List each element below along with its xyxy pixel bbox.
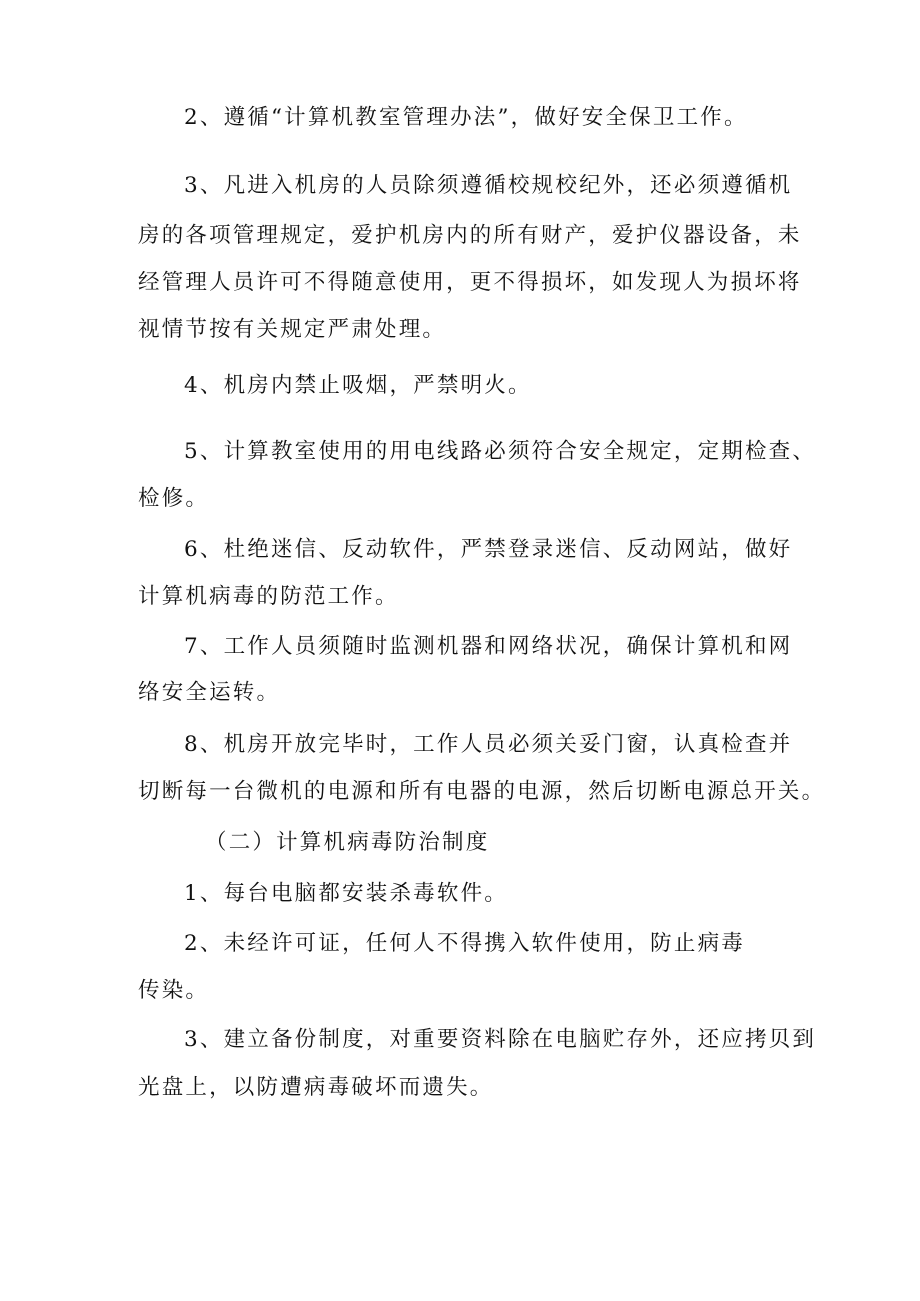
virus-rule-3-line-1: 3、建立备份制度，对重要资料除在电脑贮存外，还应拷贝到 [184,1027,817,1052]
paragraph-2-line-1: 2、遵循“计算机教室管理办法”，做好安全保卫工作。 [184,105,748,130]
paragraph-5-line-2: 检修。 [138,486,210,511]
paragraph-6-line-2: 计算机病毒的防范工作。 [138,584,399,609]
paragraph-7-line-2: 络安全运转。 [138,680,281,705]
virus-rule-2-line-1: 2、未经许可证，任何人不得携入软件使用，防止病毒 [184,931,745,956]
paragraph-3-line-2: 房的各项管理规定，爱护机房内的所有财产，爱护仪器设备，未 [138,223,802,248]
paragraph-6-line-1: 6、杜绝迷信、反动软件，严禁登录迷信、反动网站，做好 [184,537,793,562]
paragraph-4-line-1: 4、机房内禁止吸烟，严禁明火。 [184,373,532,398]
paragraph-3-line-1: 3、凡进入机房的人员除须遵循校规校纪外，还必须遵循机 [184,173,793,198]
paragraph-8-line-2: 切断每一台微机的电源和所有电器的电源，然后切断电源总开关。 [138,779,826,804]
section-heading: （二）计算机病毒防治制度 [205,830,490,855]
virus-rule-3-line-2: 光盘上，以防遭病毒破坏而遗失。 [138,1075,494,1100]
paragraph-7-line-1: 7、工作人员须随时监测机器和网络状况，确保计算机和网 [184,634,793,659]
paragraph-3-line-3: 经管理人员许可不得随意使用，更不得损坏，如发现人为损坏将 [138,270,802,295]
virus-rule-2-line-2: 传染。 [138,978,210,1003]
virus-rule-1-line-1: 1、每台电脑都安装杀毒软件。 [184,881,508,906]
paragraph-8-line-1: 8、机房开放完毕时，工作人员必须关妥门窗，认真检查并 [184,732,793,757]
paragraph-3-line-4: 视情节按有关规定严肃处理。 [138,317,447,342]
paragraph-5-line-1: 5、计算教室使用的用电线路必须符合安全规定，定期检查、 [184,439,817,464]
